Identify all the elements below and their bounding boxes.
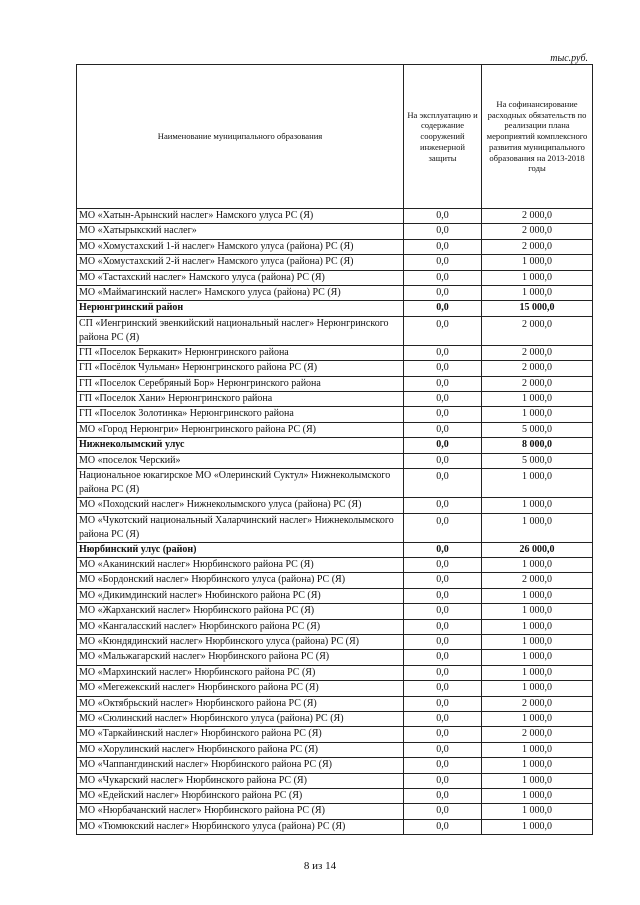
cofinancing-amount: 2 000,0 bbox=[482, 696, 593, 711]
budget-table bbox=[76, 64, 593, 835]
maintenance-amount: 0,0 bbox=[404, 742, 482, 757]
maintenance-amount: 0,0 bbox=[404, 773, 482, 788]
table-row bbox=[77, 789, 593, 804]
cofinancing-amount: 2 000,0 bbox=[482, 224, 593, 239]
maintenance-amount: 0,0 bbox=[404, 376, 482, 391]
table-body bbox=[77, 209, 593, 835]
cofinancing-amount: 1 000,0 bbox=[482, 665, 593, 680]
region-row bbox=[77, 438, 593, 453]
municipality-name: ГП «Поселок Беркакит» Нерюнгринского района bbox=[77, 345, 404, 360]
maintenance-amount: 0,0 bbox=[404, 498, 482, 513]
maintenance-amount: 0,0 bbox=[404, 696, 482, 711]
table-row bbox=[77, 758, 593, 773]
municipality-name: МО «Чукотский национальный Халарчинский наслег» Нижнеколымского района РС (Я) bbox=[77, 513, 404, 542]
cofinancing-amount: 2 000,0 bbox=[482, 361, 593, 376]
cofinancing-amount: 2 000,0 bbox=[482, 239, 593, 254]
maintenance-amount: 0,0 bbox=[404, 407, 482, 422]
cofinancing-amount: 1 000,0 bbox=[482, 634, 593, 649]
maintenance-amount: 0,0 bbox=[404, 819, 482, 834]
cofinancing-amount: 1 000,0 bbox=[482, 286, 593, 301]
municipality-name: МО «Хомустахский 1-й наслег» Намского улуса (района) РС (Я) bbox=[77, 239, 404, 254]
table-row bbox=[77, 239, 593, 254]
table-row bbox=[77, 557, 593, 572]
municipality-name: МО «Маймагинский наслег» Намского улуса (района) РС (Я) bbox=[77, 286, 404, 301]
maintenance-amount: 0,0 bbox=[404, 604, 482, 619]
table-row bbox=[77, 619, 593, 634]
cofinancing-amount: 2 000,0 bbox=[482, 209, 593, 224]
table-row bbox=[77, 209, 593, 224]
table-row bbox=[77, 513, 593, 542]
table-row bbox=[77, 224, 593, 239]
maintenance-amount: 0,0 bbox=[404, 542, 482, 557]
units-label: тыс.руб. bbox=[550, 53, 588, 64]
table-row bbox=[77, 711, 593, 726]
maintenance-amount: 0,0 bbox=[404, 316, 482, 345]
table-row bbox=[77, 681, 593, 696]
cofinancing-amount: 1 000,0 bbox=[482, 789, 593, 804]
municipality-name: МО «Нюрбачанский наслег» Нюрбинского района РС (Я) bbox=[77, 804, 404, 819]
maintenance-amount: 0,0 bbox=[404, 634, 482, 649]
table-row bbox=[77, 604, 593, 619]
table-row bbox=[77, 255, 593, 270]
maintenance-amount: 0,0 bbox=[404, 681, 482, 696]
cofinancing-amount: 1 000,0 bbox=[482, 407, 593, 422]
cofinancing-amount: 1 000,0 bbox=[482, 392, 593, 407]
municipality-name: СП «Иенгринский эвенкийский национальный наслег» Нерюнгринского района РС (Я) bbox=[77, 316, 404, 345]
table-row bbox=[77, 696, 593, 711]
municipality-name: МО «Походский наслег» Нижнеколымского улуса (района) РС (Я) bbox=[77, 498, 404, 513]
municipality-name: МО «Хорулинский наслег» Нюрбинского района РС (Я) bbox=[77, 742, 404, 757]
maintenance-amount: 0,0 bbox=[404, 619, 482, 634]
municipality-name: МО «поселок Черский» bbox=[77, 453, 404, 468]
cofinancing-amount: 1 000,0 bbox=[482, 650, 593, 665]
cofinancing-amount: 1 000,0 bbox=[482, 604, 593, 619]
maintenance-amount: 0,0 bbox=[404, 392, 482, 407]
table-row bbox=[77, 498, 593, 513]
cofinancing-amount: 1 000,0 bbox=[482, 773, 593, 788]
maintenance-amount: 0,0 bbox=[404, 270, 482, 285]
municipality-name: МО «Тастахский наслег» Намского улуса (района) РС (Я) bbox=[77, 270, 404, 285]
region-row bbox=[77, 301, 593, 316]
cofinancing-amount: 2 000,0 bbox=[482, 376, 593, 391]
cofinancing-amount: 1 000,0 bbox=[482, 469, 593, 498]
table-row bbox=[77, 361, 593, 376]
municipality-name: МО «Мархинский наслег» Нюрбинского района РС (Я) bbox=[77, 665, 404, 680]
municipality-name: МО «Тюмюкский наслег» Нюрбинского улуса (района) РС (Я) bbox=[77, 819, 404, 834]
maintenance-amount: 0,0 bbox=[404, 438, 482, 453]
table-row bbox=[77, 573, 593, 588]
municipality-name: МО «Бордонский наслег» Нюрбинского улуса (района) РС (Я) bbox=[77, 573, 404, 588]
maintenance-amount: 0,0 bbox=[404, 255, 482, 270]
maintenance-amount: 0,0 bbox=[404, 209, 482, 224]
table-row bbox=[77, 407, 593, 422]
cofinancing-amount: 5 000,0 bbox=[482, 453, 593, 468]
table-row bbox=[77, 650, 593, 665]
table-row bbox=[77, 316, 593, 345]
table-row bbox=[77, 270, 593, 285]
cofinancing-amount: 1 000,0 bbox=[482, 681, 593, 696]
maintenance-amount: 0,0 bbox=[404, 224, 482, 239]
municipality-name: МО «Чаппангдинский наслег» Нюрбинского района РС (Я) bbox=[77, 758, 404, 773]
maintenance-amount: 0,0 bbox=[404, 422, 482, 437]
municipality-name: МО «Сюлинский наслег» Нюрбинского улуса (района) РС (Я) bbox=[77, 711, 404, 726]
cofinancing-amount: 1 000,0 bbox=[482, 711, 593, 726]
cofinancing-amount: 1 000,0 bbox=[482, 619, 593, 634]
table-row bbox=[77, 634, 593, 649]
maintenance-amount: 0,0 bbox=[404, 588, 482, 603]
municipality-name: МО «Хатын-Арынский наслег» Намского улуса РС (Я) bbox=[77, 209, 404, 224]
municipality-name: МО «Жарханский наслег» Нюрбинского района РС (Я) bbox=[77, 604, 404, 619]
maintenance-amount: 0,0 bbox=[404, 513, 482, 542]
cofinancing-amount: 1 000,0 bbox=[482, 270, 593, 285]
cofinancing-amount: 1 000,0 bbox=[482, 557, 593, 572]
cofinancing-amount: 1 000,0 bbox=[482, 742, 593, 757]
municipality-name: МО «Аканинский наслег» Нюрбинского района РС (Я) bbox=[77, 557, 404, 572]
maintenance-amount: 0,0 bbox=[404, 711, 482, 726]
table-row bbox=[77, 422, 593, 437]
cofinancing-amount: 1 000,0 bbox=[482, 513, 593, 542]
municipality-name: Нерюнгринский район bbox=[77, 301, 404, 316]
maintenance-amount: 0,0 bbox=[404, 361, 482, 376]
municipality-name: Нижнеколымский улус bbox=[77, 438, 404, 453]
municipality-name: МО «Кюндядинский наслег» Нюрбинского улуса (района) РС (Я) bbox=[77, 634, 404, 649]
municipality-name: МО «Чукарский наслег» Нюрбинского района РС (Я) bbox=[77, 773, 404, 788]
cofinancing-amount: 1 000,0 bbox=[482, 255, 593, 270]
table-row bbox=[77, 742, 593, 757]
table-row bbox=[77, 286, 593, 301]
maintenance-amount: 0,0 bbox=[404, 727, 482, 742]
municipality-name: МО «Город Нерюнгри» Нерюнгринского района РС (Я) bbox=[77, 422, 404, 437]
table-row bbox=[77, 804, 593, 819]
cofinancing-amount: 1 000,0 bbox=[482, 588, 593, 603]
municipality-name: МО «Октябрьский наслег» Нюрбинского района РС (Я) bbox=[77, 696, 404, 711]
municipality-name: МО «Кангаласский наслег» Нюрбинского района РС (Я) bbox=[77, 619, 404, 634]
table-row bbox=[77, 773, 593, 788]
municipality-name: МО «Мальжагарский наслег» Нюрбинского района РС (Я) bbox=[77, 650, 404, 665]
table-row bbox=[77, 453, 593, 468]
municipality-name: Нюрбинский улус (район) bbox=[77, 542, 404, 557]
maintenance-amount: 0,0 bbox=[404, 286, 482, 301]
table-row bbox=[77, 665, 593, 680]
table-row bbox=[77, 469, 593, 498]
maintenance-amount: 0,0 bbox=[404, 650, 482, 665]
cofinancing-amount: 2 000,0 bbox=[482, 573, 593, 588]
table-row bbox=[77, 392, 593, 407]
municipality-name: ГП «Поселок Хани» Нерюнгринского района bbox=[77, 392, 404, 407]
header-col2: На софинансирование расходных обязательств по реализации плана мероприятий комплексного развития муниципального образования на 2013-2018 годы bbox=[482, 65, 593, 209]
maintenance-amount: 0,0 bbox=[404, 239, 482, 254]
municipality-name: МО «Хатырыкский наслег» bbox=[77, 224, 404, 239]
municipality-name: ГП «Поселок Золотинка» Нерюнгринского района bbox=[77, 407, 404, 422]
cofinancing-amount: 2 000,0 bbox=[482, 345, 593, 360]
maintenance-amount: 0,0 bbox=[404, 804, 482, 819]
maintenance-amount: 0,0 bbox=[404, 665, 482, 680]
cofinancing-amount: 1 000,0 bbox=[482, 819, 593, 834]
cofinancing-amount: 5 000,0 bbox=[482, 422, 593, 437]
region-row bbox=[77, 542, 593, 557]
municipality-name: Национальное юкагирское МО «Олеринский Суктул» Нижнеколымского района РС (Я) bbox=[77, 469, 404, 498]
cofinancing-amount: 2 000,0 bbox=[482, 727, 593, 742]
cofinancing-amount: 8 000,0 bbox=[482, 438, 593, 453]
municipality-name: МО «Мегежекский наслег» Нюрбинского района РС (Я) bbox=[77, 681, 404, 696]
municipality-name: МО «Дикимдинский наслег» Нюбинского района РС (Я) bbox=[77, 588, 404, 603]
municipality-name: МО «Хомустахский 2-й наслег» Намского улуса (района) РС (Я) bbox=[77, 255, 404, 270]
cofinancing-amount: 2 000,0 bbox=[482, 316, 593, 345]
header-name: Наименование муниципального образования bbox=[77, 65, 404, 209]
maintenance-amount: 0,0 bbox=[404, 789, 482, 804]
table-row bbox=[77, 727, 593, 742]
maintenance-amount: 0,0 bbox=[404, 573, 482, 588]
table-row bbox=[77, 345, 593, 360]
maintenance-amount: 0,0 bbox=[404, 758, 482, 773]
maintenance-amount: 0,0 bbox=[404, 453, 482, 468]
municipality-name: МО «Таркайинский наслег» Нюрбинского района РС (Я) bbox=[77, 727, 404, 742]
cofinancing-amount: 26 000,0 bbox=[482, 542, 593, 557]
page-number: 8 из 14 bbox=[303, 860, 337, 872]
cofinancing-amount: 15 000,0 bbox=[482, 301, 593, 316]
table-row bbox=[77, 376, 593, 391]
municipality-name: ГП «Поселок Серебряный Бор» Нерюнгринского района bbox=[77, 376, 404, 391]
municipality-name: ГП «Посёлок Чульман» Нерюнгринского района РС (Я) bbox=[77, 361, 404, 376]
maintenance-amount: 0,0 bbox=[404, 345, 482, 360]
maintenance-amount: 0,0 bbox=[404, 301, 482, 316]
maintenance-amount: 0,0 bbox=[404, 469, 482, 498]
cofinancing-amount: 1 000,0 bbox=[482, 498, 593, 513]
header-col1: На эксплуатацию и содержание сооружений инженерной защиты bbox=[404, 65, 482, 209]
table-row bbox=[77, 819, 593, 834]
table-row bbox=[77, 588, 593, 603]
municipality-name: МО «Едейский наслег» Нюрбинского района РС (Я) bbox=[77, 789, 404, 804]
cofinancing-amount: 1 000,0 bbox=[482, 804, 593, 819]
cofinancing-amount: 1 000,0 bbox=[482, 758, 593, 773]
maintenance-amount: 0,0 bbox=[404, 557, 482, 572]
